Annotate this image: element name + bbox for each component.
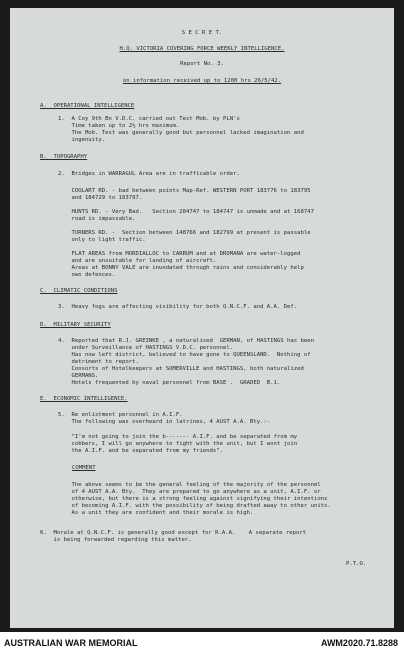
comment-label: COMMENT — [72, 465, 96, 471]
archive-reference: AWM2020.71.8288 — [320, 638, 398, 648]
text-line: The Mob. Test was generally good but personnel lacked imagination and — [58, 130, 304, 136]
text-line: own defences. — [58, 272, 116, 278]
text-line: COOLART RD. - bad between points Map-Ref. WESTERN PORT 183776 to 183795 — [58, 188, 311, 194]
text-line: of 4 AUST A.A. Bty. They are prepared to go anywhere as a unit, A.I.F. or — [58, 489, 321, 495]
text-line: 5. Re enlistment personnel in A.I.F. — [58, 412, 183, 418]
text-line: of becoming A.I.F. with the possibility of being drafted away to other units. — [58, 503, 331, 509]
text-line: Hotels frequented by naval personnel from BASE . GRADED B.1. — [58, 380, 281, 386]
please-turn-over: P.T.O. — [346, 561, 367, 567]
section-b-heading: B. TOPOGRAPHY — [40, 154, 88, 160]
archive-name: AUSTRALIAN WAR MEMORIAL — [4, 638, 138, 648]
text-line: 4. Reported that R.J. GREINKE , a naturalised GERMAN, of HASTINGS has been — [58, 338, 314, 344]
text-line: 6. Morale at Q.N.C.F. is generally good except for R.A.A. A separate report — [40, 530, 307, 536]
text-line: ingenuity. — [58, 137, 106, 143]
text-line: Time taken up to 2½ hrs maximum. — [58, 123, 180, 129]
section-a-heading: A. OPERATIONAL INTELLIGENCE — [40, 103, 135, 109]
section-d-heading: D. MILITARY SECURITY — [40, 322, 111, 328]
text-line: "I'm not going to join the b------- A.I.F. and be separated from my — [58, 434, 298, 440]
text-line: is being forwarded regarding this matter. — [40, 537, 192, 543]
section-c-heading: C. CLIMATIC CONDITIONS — [40, 288, 118, 294]
document-page — [10, 8, 394, 628]
text-line: and are unsuitable for landing of aircraft. — [58, 258, 217, 264]
text-line: road is impassable. — [58, 216, 136, 222]
text-line: HUNTS RD. - Very Bad. Section 204747 to 184747 is unmade and at 168747 — [58, 209, 314, 215]
text-line: Has now left district, believed to have gone to QUEENSLAND. Nothing of — [58, 352, 311, 358]
document-title: H.Q. VICTORIA COVERING FORCE WEEKLY INTELLIGENCE. — [119, 46, 285, 52]
text-line: The above seems to be the general feeling of the majority of the personnel — [58, 482, 321, 488]
section-e-heading: E. ECONOMIC INTELLIGENCE. — [40, 396, 128, 402]
text-line: TURNERS RD. - Section between 148766 and 182799 at present is passable — [58, 230, 311, 236]
text-line: The following was overheard in latrines, 4 AUST A.A. Bty.:- — [58, 419, 271, 425]
text-line: Areas at BONNY VALE are inundated through rains and considerably help — [58, 265, 304, 271]
information-date: on information received up to 1200 hrs 26/5/42. — [122, 78, 282, 84]
text-line: otherwise, but there is a strong feeling against signifying their intentions — [58, 496, 328, 502]
text-line: the A.I.F. and be separated from my friends". — [58, 448, 224, 454]
text-line: only to light traffic. — [58, 237, 146, 243]
text-line: As a unit they are confident and their morale is high. — [58, 510, 254, 516]
text-line: GERMANS. — [58, 373, 99, 379]
archive-footer — [0, 632, 404, 653]
text-line: 1. A Coy 9th Bn V.D.C. carried out Test Mob. by PLN's — [58, 116, 240, 122]
report-number: Report No. 3. — [180, 61, 224, 67]
secret-heading: S E C R E T. — [181, 30, 223, 36]
paragraph-2: 2. Bridges in WARRAGUL Area are in trafficable order. — [58, 171, 240, 177]
text-line: Consorts of Hotelkeepers at SOMERVILLE and HASTINGS, both naturalized — [58, 366, 304, 372]
paragraph-3: 3. Heavy fogs are affecting visibility for both Q.N.C.F. and A.A. Def. — [58, 304, 298, 310]
text-line: FLAT AREAS from MORDIALLOC to CARRUM and at DROMANA are water-logged — [58, 251, 301, 257]
text-line: detriment to report. — [58, 359, 139, 365]
text-line: cobbers, I will go anywhere to fight with the unit, but I wont join — [58, 441, 298, 447]
text-line: and 184729 to 183797. — [58, 195, 143, 201]
text-line: under Surveillance of HASTINGS V.D.C. personnel. — [58, 345, 234, 351]
